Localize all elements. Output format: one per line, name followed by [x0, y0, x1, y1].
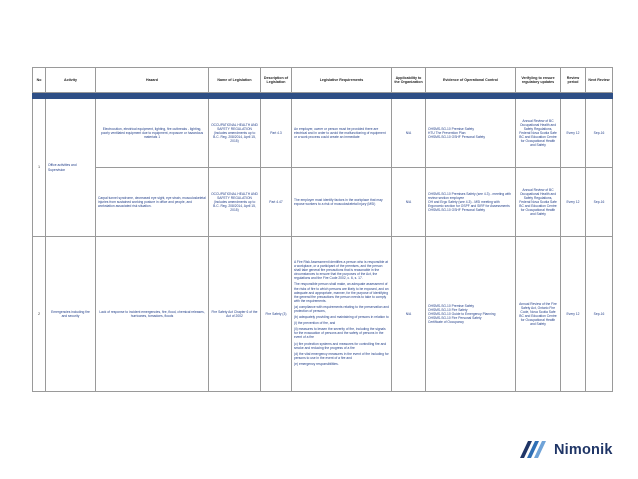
requirement-paragraph: (ii) measures to lessen the severity of fire, including the signals for the evacuation of persons and the safety of persons in the event of a fire [294, 327, 386, 340]
header-row [33, 68, 613, 93]
review-period-cell: Every 12 [561, 237, 586, 392]
evidence-cell: OHSMS-SG-10 Premise Safety HTU The Prevention Plan OHSMS-SG-10 OSHF Personal Safety [426, 99, 516, 168]
legislation-cell: Fire Safety Act Chapter 6 of the Act of 2002 [209, 237, 261, 392]
requirement-paragraph: The responsible person shall make, an adequate assessment of the risks of fire to which persons are likely to be exposed, and an adequate and appropriate, manner, for the purpose of identifying the general fire precautions the person needs to take to comply with the requirements. [294, 282, 389, 303]
applicability-cell: N/A [392, 168, 426, 237]
review-period-cell: Every 12 [561, 168, 586, 237]
header-responsible: Verify/ing to ensure regulatory updates [516, 68, 561, 93]
review-period-cell: Every 12 [561, 99, 586, 168]
requirement-paragraph: (i) the prevention of fire, and [294, 321, 336, 326]
requirement-paragraph: (c) fire protection systems and measures for controlling fire and smoke and reducing the progress of a fire [294, 341, 387, 350]
hazard-cell: Electrocution, electrical equipment, lighting, fire outbreaks - lighting, poorly ventilated equipment due to equipment, exposure or hazardous materials 1 [96, 99, 209, 168]
header-applicability: Applicability to the Organization [392, 68, 426, 93]
requirements-cell: An employer, owner or person must be provided there are electrical and in order to avoid the malfunctioning of equipment or a work process could create an immediate [292, 99, 392, 168]
header-next-review: Next Review [586, 68, 613, 93]
requirement-paragraph: (b) adequately providing and maintaining of persons in relation to [294, 315, 389, 320]
responsible-cell: Annual Review of the Fire Safety Act, Ontario Fire Code, Nova Scotia Safe BC and Education Centre for Occupational Health and Safety [516, 237, 561, 392]
next-review-cell: Sep-16 [586, 99, 613, 168]
evidence-cell: OHSMS-SG-10 Premises Safety (see 4.3) - meeting with review section employee OH and Ergo Safety (see 4.3) - MSI meeting with Ergonomic section for OSPF and SIRF for Assessments OHSMS-SG-10 OSHF Personal Safety [426, 168, 516, 237]
header-evidence: Evidence of Operational Control [426, 68, 516, 93]
nimonik-logo-mark-icon [518, 438, 552, 460]
table-row [33, 168, 613, 237]
requirements-cell [292, 237, 392, 392]
table-row [33, 237, 613, 392]
header-hazard: Hazard [96, 68, 209, 93]
nimonik-logo-text: Nimonik [554, 442, 613, 458]
activity-cell: Office activities and Supervision [46, 99, 96, 237]
requirement-paragraph: (a) compliance with requirements relating to the preservation and protection of persons, [294, 304, 389, 313]
hazard-cell: Lack of response to incident emergencies, fire, flood, chemical releases, hurricanes, tornadoes, floods [96, 237, 209, 392]
applicability-cell: N/A [392, 237, 426, 392]
hazard-cell: Carpal tunnel syndrome, decreased eye sight, eye strain, musculoskeletal injuries from sustained working posture in office and people, and workstation associated risk situation. [96, 168, 209, 237]
responsible-cell: Annual Review of BC Occupational Health and Safety Regulations, Federal Nova Scotia Safe BC and Education Centre for Occupational Health and Safety [516, 168, 561, 237]
header-review-period: Review period [561, 68, 586, 93]
legal-register-table [32, 67, 613, 392]
evidence-cell: OHSMS-SG-10 Premise Safety OHSMS-SG-10 Fire Safety OHSMS-SG-10 Guide to Emergency Planning OHSMS-SG-10 Fire Personal Safety Certificate of Occupancy [426, 237, 516, 392]
description-cell: Part 4.47 [261, 168, 292, 237]
header-no: No [33, 68, 46, 93]
legislation-cell: OCCUPATIONAL HEALTH AND SAFETY REGULATION (Includes amendments up to B.C. Reg. 208/2014, April 15, 2015) [209, 99, 261, 168]
header-legislation: Name of Legislation [209, 68, 261, 93]
next-review-cell: Sep-16 [586, 237, 613, 392]
description-cell: Part 4.3 [261, 99, 292, 168]
legislation-cell: OCCUPATIONAL HEALTH AND SAFETY REGULATION (Includes amendments up to B.C. Reg. 208/2014, April 15, 2015) [209, 168, 261, 237]
requirement-paragraph: (e) emergency responsibilities. [294, 361, 339, 366]
row-number: 1 [33, 99, 46, 237]
requirements-cell: The employer must identify factors in the workplace that may expose workers to a risk of musculoskeletal injury (MSI) [292, 168, 392, 237]
row-number: 2 [33, 237, 46, 392]
applicability-cell: N/A [392, 99, 426, 168]
header-activity: Activity [46, 68, 96, 93]
requirement-paragraph: (d) the vital emergency measures in the event of fire including for persons to use in the event of a fire and [294, 351, 389, 360]
activity-cell: Emergencies including fire and security [46, 237, 96, 392]
requirement-paragraph: A Fire Risk Assessment identifies a person who is responsible at a workplace, or a participant of the premises, and the person shall take general fire precautions that is reasonable in the circumstances to ensure that the purposes of the Act, the regulations and the Fire Code 2002, c. 6, s. 17. [294, 259, 389, 281]
next-review-cell: Sep-16 [586, 168, 613, 237]
table-row [33, 99, 613, 168]
description-cell: Fire Safety (3) [261, 237, 292, 392]
header-description: Description of Legislation [261, 68, 292, 93]
responsible-cell: Annual Review of BC Occupational Health and Safety Regulations, Federal Nova Scotia Safe BC and Education Centre for Occupational Health and Safety [516, 99, 561, 168]
header-requirements: Legislative Requirements [292, 68, 392, 93]
